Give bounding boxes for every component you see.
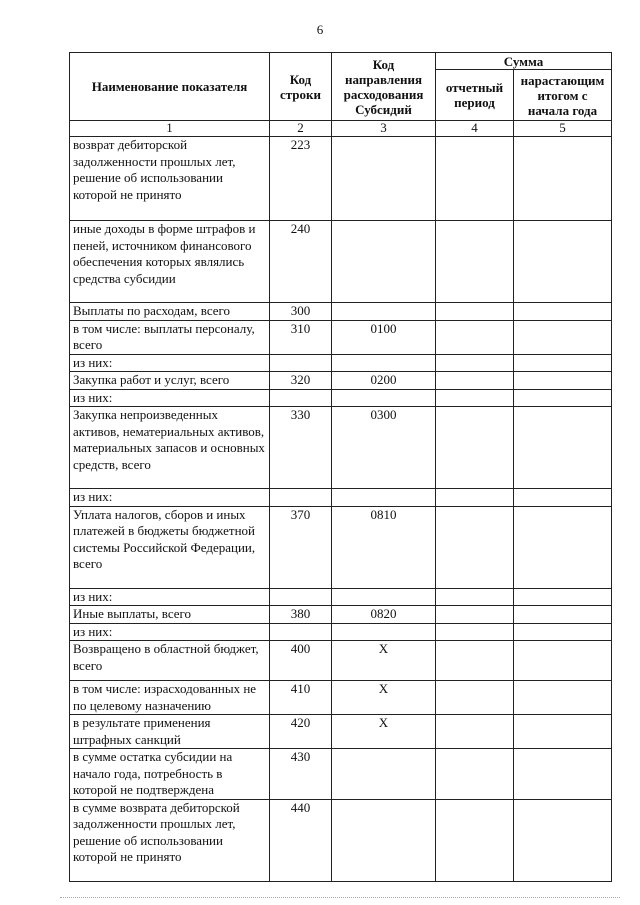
row-name: Закупка работ и услуг, всего	[70, 372, 270, 390]
table-row	[70, 588, 612, 606]
row-name: из них:	[70, 354, 270, 372]
row-cumulative-value	[514, 606, 612, 624]
row-name: в сумме остатка субсидии на начало года, потребность в которой не подтверждена	[70, 749, 270, 800]
row-direction-code	[332, 749, 436, 800]
row-name: Иные выплаты, всего	[70, 606, 270, 624]
row-direction-code	[332, 303, 436, 321]
header-row-code: Код строки	[270, 53, 332, 121]
row-period-value	[436, 389, 514, 407]
table-row	[70, 137, 612, 221]
row-cumulative-value	[514, 641, 612, 681]
row-period-value	[436, 407, 514, 489]
row-period-value	[436, 489, 514, 507]
report-table	[69, 52, 612, 882]
row-period-value	[436, 372, 514, 390]
table-row	[70, 681, 612, 715]
page-number: 6	[316, 22, 324, 37]
row-code: 240	[270, 221, 332, 303]
table-row	[70, 715, 612, 749]
row-period-value	[436, 749, 514, 800]
row-cumulative-value	[514, 372, 612, 390]
row-code	[270, 623, 332, 641]
row-period-value	[436, 354, 514, 372]
header-direction-code: Код направления расходования Субсидий	[332, 53, 436, 121]
row-cumulative-value	[514, 489, 612, 507]
row-name: возврат дебиторской задолженности прошлых лет, решение об использовании которой не принято	[70, 137, 270, 221]
row-period-value	[436, 715, 514, 749]
row-cumulative-value	[514, 407, 612, 489]
row-name: в сумме возврата дебиторской задолженности прошлых лет, решение об использовании которой не принято	[70, 799, 270, 881]
row-direction-code: 0100	[332, 320, 436, 354]
row-name: Закупка непроизведенных активов, нематериальных активов, материальных запасов и основных средств, всего	[70, 407, 270, 489]
row-name: в том числе: израсходованных не по целевому назначению	[70, 681, 270, 715]
row-name: из них:	[70, 623, 270, 641]
column-number: 4	[436, 121, 514, 137]
row-name: Выплаты по расходам, всего	[70, 303, 270, 321]
table-row	[70, 221, 612, 303]
column-number: 1	[70, 121, 270, 137]
row-period-value	[436, 681, 514, 715]
row-period-value	[436, 137, 514, 221]
row-period-value	[436, 506, 514, 588]
row-direction-code	[332, 389, 436, 407]
table-row	[70, 407, 612, 489]
row-period-value	[436, 588, 514, 606]
row-name: из них:	[70, 389, 270, 407]
row-cumulative-value	[514, 320, 612, 354]
row-period-value	[436, 623, 514, 641]
table-row	[70, 303, 612, 321]
row-cumulative-value	[514, 389, 612, 407]
table-row	[70, 372, 612, 390]
table-row	[70, 489, 612, 507]
table-row	[70, 749, 612, 800]
table-row	[70, 354, 612, 372]
row-code: 310	[270, 320, 332, 354]
row-code	[270, 389, 332, 407]
table-row	[70, 320, 612, 354]
row-code: 300	[270, 303, 332, 321]
row-code	[270, 354, 332, 372]
column-number: 5	[514, 121, 612, 137]
row-direction-code: X	[332, 641, 436, 681]
row-cumulative-value	[514, 221, 612, 303]
row-code	[270, 489, 332, 507]
row-cumulative-value	[514, 715, 612, 749]
row-code: 370	[270, 506, 332, 588]
row-cumulative-value	[514, 588, 612, 606]
header-name: Наименование показателя	[70, 53, 270, 121]
row-direction-code	[332, 623, 436, 641]
row-cumulative-value	[514, 799, 612, 881]
table-row	[70, 623, 612, 641]
header-cumulative: нарастающим итогом с начала года	[514, 70, 612, 121]
row-direction-code: X	[332, 715, 436, 749]
row-direction-code	[332, 221, 436, 303]
row-cumulative-value	[514, 623, 612, 641]
row-direction-code: 0820	[332, 606, 436, 624]
row-period-value	[436, 303, 514, 321]
row-direction-code: 0810	[332, 506, 436, 588]
row-cumulative-value	[514, 303, 612, 321]
row-direction-code	[332, 799, 436, 881]
row-code: 430	[270, 749, 332, 800]
header-sum: Сумма	[436, 53, 612, 70]
row-code: 400	[270, 641, 332, 681]
row-code	[270, 588, 332, 606]
row-name: из них:	[70, 489, 270, 507]
column-number-row	[70, 121, 612, 137]
table-row	[70, 799, 612, 881]
row-code: 330	[270, 407, 332, 489]
row-code: 380	[270, 606, 332, 624]
row-cumulative-value	[514, 354, 612, 372]
table-row	[70, 641, 612, 681]
row-period-value	[436, 641, 514, 681]
row-direction-code	[332, 137, 436, 221]
row-direction-code	[332, 354, 436, 372]
row-name: из них:	[70, 588, 270, 606]
row-period-value	[436, 606, 514, 624]
row-code: 320	[270, 372, 332, 390]
row-direction-code	[332, 489, 436, 507]
row-code: 223	[270, 137, 332, 221]
row-name: в результате применения штрафных санкций	[70, 715, 270, 749]
table-row	[70, 506, 612, 588]
row-direction-code	[332, 588, 436, 606]
column-number: 3	[332, 121, 436, 137]
row-cumulative-value	[514, 681, 612, 715]
row-name: иные доходы в форме штрафов и пеней, источником финансового обеспечения которых являлись средства субсидии	[70, 221, 270, 303]
row-cumulative-value	[514, 137, 612, 221]
table-row	[70, 606, 612, 624]
row-direction-code: 0200	[332, 372, 436, 390]
row-direction-code: X	[332, 681, 436, 715]
row-code: 440	[270, 799, 332, 881]
scan-edge-line	[60, 897, 620, 898]
table-row	[70, 389, 612, 407]
row-period-value	[436, 320, 514, 354]
row-cumulative-value	[514, 749, 612, 800]
row-code: 410	[270, 681, 332, 715]
row-name: в том числе: выплаты персоналу, всего	[70, 320, 270, 354]
row-period-value	[436, 799, 514, 881]
row-name: Уплата налогов, сборов и иных платежей в бюджеты бюджетной системы Российской Федерации, всего	[70, 506, 270, 588]
row-direction-code: 0300	[332, 407, 436, 489]
column-number: 2	[270, 121, 332, 137]
row-period-value	[436, 221, 514, 303]
row-name: Возвращено в областной бюджет, всего	[70, 641, 270, 681]
header-period: отчетный период	[436, 70, 514, 121]
row-code: 420	[270, 715, 332, 749]
row-cumulative-value	[514, 506, 612, 588]
